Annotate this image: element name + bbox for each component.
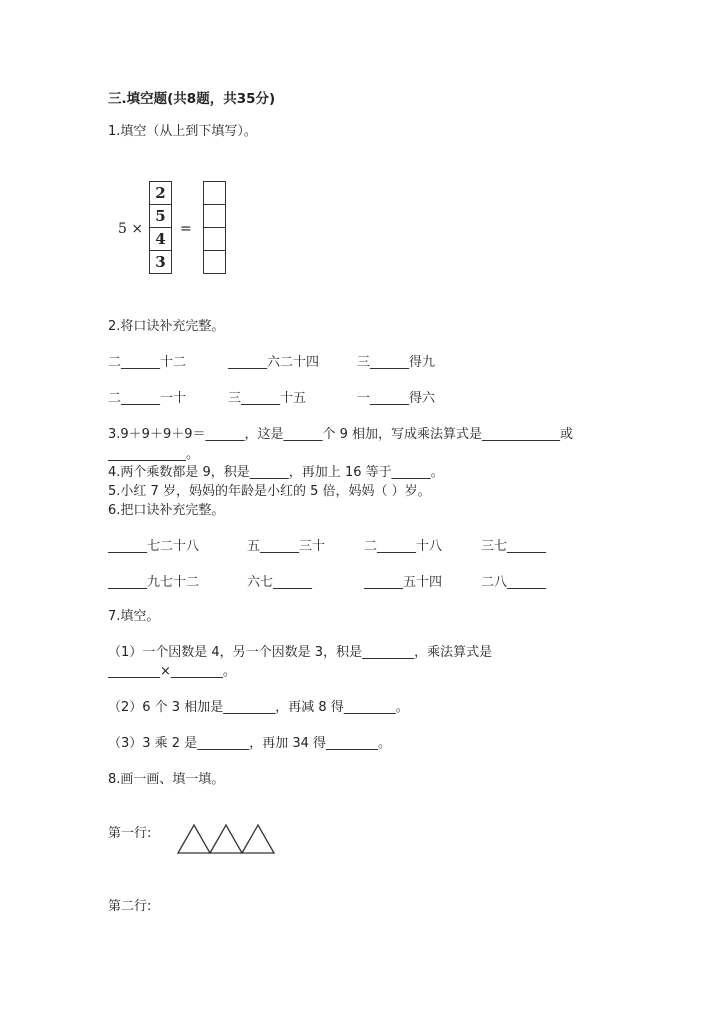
q2-item: ______六二十四: [228, 355, 320, 370]
q2-item: 二______十二: [108, 355, 187, 370]
triangle-row: [176, 823, 280, 859]
triangle-icon: [178, 825, 210, 853]
digit-cell: 3: [150, 251, 171, 274]
q6-item: 三七______: [481, 539, 547, 554]
q1-prompt: 1.填空（从上到下填写）。: [108, 124, 257, 139]
digit-cell: 2: [150, 182, 171, 205]
row1-label: 第一行:: [108, 826, 152, 841]
q2-prompt: 2.将口诀补充完整。: [108, 319, 225, 334]
answer-column: [203, 181, 226, 274]
digit-cell: 4: [150, 228, 171, 251]
triangle-icon: [242, 825, 274, 853]
digit-cell: 5: [150, 205, 171, 228]
row2-label: 第二行:: [108, 899, 152, 914]
q6-item: 五______三十: [247, 539, 326, 554]
q2-item: 二______一十: [108, 391, 187, 406]
q6-item: ______七二十八: [108, 539, 200, 554]
q6-item: 二______十八: [364, 539, 443, 554]
answer-cell[interactable]: [204, 182, 225, 205]
q2-item: 一______得六: [357, 391, 436, 406]
triangle-icon: [210, 825, 242, 853]
q6-prompt: 6.把口诀补充完整。: [108, 503, 225, 518]
q6-item: 二八______: [481, 575, 547, 590]
digit-column: [149, 181, 172, 274]
section-title: 三.填空题(共8题，共35分): [108, 91, 276, 107]
q7-part3: （3）3 乘 2 是________，再加 34 得________。: [108, 736, 392, 751]
q7-prompt: 7.填空。: [108, 609, 160, 624]
q7-part1-line2: ________×________。: [108, 664, 236, 679]
q2-item: 三______十五: [228, 391, 307, 406]
answer-cell[interactable]: [204, 251, 225, 274]
q2-item: 三______得九: [357, 355, 436, 370]
q6-item: 六七______: [247, 575, 313, 590]
q3-line1: 3.9＋9＋9＋9＝______，这是______个 9 相加，写成乘法算式是____________或: [108, 427, 574, 442]
q3-line2: ____________。: [108, 447, 200, 462]
q8-prompt: 8.画一画、填一填。: [108, 772, 225, 787]
q1-equals: =: [180, 221, 192, 237]
answer-cell[interactable]: [204, 228, 225, 251]
q4-text: 4.两个乘数都是 9，积是______，再加上 16 等于______。: [108, 465, 444, 480]
q5-text: 5.小红 7 岁，妈妈的年龄是小红的 5 倍，妈妈（ ）岁。: [108, 484, 431, 499]
answer-cell[interactable]: [204, 205, 225, 228]
q6-item: ______五十四: [364, 575, 443, 590]
q6-item: ______九七十二: [108, 575, 200, 590]
q7-part1-line1: （1）一个因数是 4，另一个因数是 3，积是________，乘法算式是: [108, 645, 493, 660]
q7-part2: （2）6 个 3 相加是________，再减 8 得________。: [108, 700, 409, 715]
q1-multiplier: 5 ×: [118, 221, 144, 237]
